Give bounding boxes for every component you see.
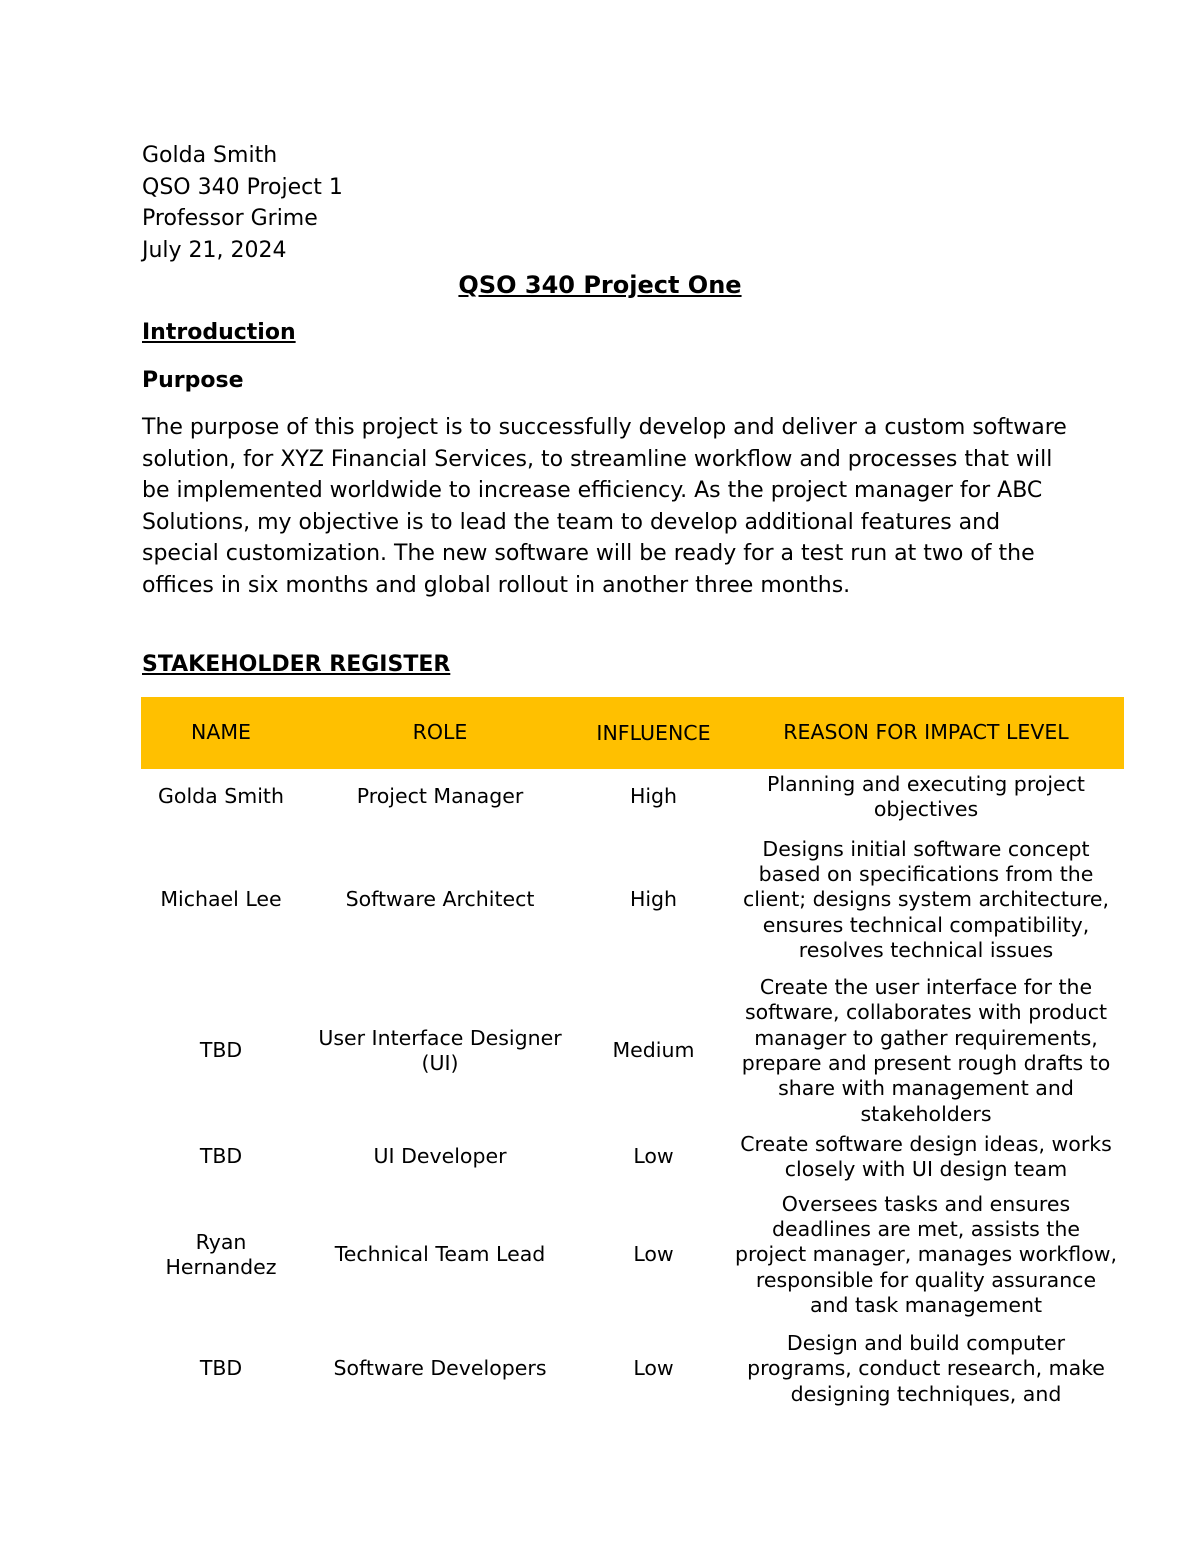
cell-name: TBD xyxy=(199,1144,243,1169)
course-name: QSO 340 Project 1 xyxy=(142,174,343,200)
document-header xyxy=(142,140,343,266)
cell-influence: High xyxy=(629,887,678,912)
table-row xyxy=(141,975,1124,1127)
column-header-role: ROLE xyxy=(301,697,579,769)
cell-role: Project Manager xyxy=(356,784,524,809)
cell-reason: Designs initial software concept based on specifications from the client; designs system architecture, ensures technical compatibility, resolves technical issues xyxy=(742,836,1110,962)
purpose-paragraph: The purpose of this project is to successfully develop and deliver a custom software solution, for XYZ Financial Services, to streamline workflow and processes that will be implemented worldwide to increase efficiency. As the project manager for ABC Solutions, my objective is to lead the team to develop additional features and special customization. The new software will be ready for a test run at two of the offices in six months and global rollout in another three months. xyxy=(142,415,1067,598)
table-row xyxy=(141,1323,1124,1415)
cell-influence: Low xyxy=(633,1242,674,1267)
table-row xyxy=(141,769,1124,825)
document-date: July 21, 2024 xyxy=(142,237,287,263)
cell-reason: Oversees tasks and ensures deadlines are met, assists the project manager, manages workflow, responsible for quality assurance and task management xyxy=(734,1191,1118,1317)
table-header-row xyxy=(141,697,1124,769)
column-header-influence: INFLUENCE xyxy=(579,697,728,769)
cell-reason: Create software design ideas, works closely with UI design team xyxy=(740,1131,1112,1181)
table-row xyxy=(141,1127,1124,1187)
cell-name: Ryan Hernandez xyxy=(165,1229,277,1279)
cell-reason: Create the user interface for the software, collaborates with product manager to gather requirements, prepare and present rough drafts to share with management and stakeholders xyxy=(741,975,1111,1126)
cell-influence: Medium xyxy=(612,1038,695,1063)
column-header-reason: REASON FOR IMPACT LEVEL xyxy=(728,697,1124,769)
cell-influence: High xyxy=(629,784,678,809)
introduction-heading: Introduction xyxy=(142,320,296,345)
cell-name: TBD xyxy=(199,1356,243,1381)
cell-role: Technical Team Lead xyxy=(334,1242,546,1267)
stakeholder-register-table xyxy=(141,697,1124,1415)
table-row xyxy=(141,1187,1124,1323)
cell-influence: Low xyxy=(633,1356,674,1381)
cell-influence: Low xyxy=(633,1144,674,1169)
cell-role: UI Developer xyxy=(373,1144,507,1169)
cell-name: Golda Smith xyxy=(158,784,284,809)
purpose-heading: Purpose xyxy=(142,368,244,393)
table-row xyxy=(141,825,1124,975)
cell-reason: Planning and executing project objectives xyxy=(767,771,1085,821)
document-title: QSO 340 Project One xyxy=(458,271,742,299)
cell-reason: Design and build computer programs, conduct research, make designing techniques, and xyxy=(747,1331,1105,1406)
cell-role: Software Architect xyxy=(345,887,535,912)
cell-role: Software Developers xyxy=(333,1356,547,1381)
author-name: Golda Smith xyxy=(142,143,278,168)
column-header-name: NAME xyxy=(141,697,301,769)
professor-name: Professor Grime xyxy=(142,206,318,231)
cell-name: TBD xyxy=(199,1038,243,1063)
stakeholder-register-heading: STAKEHOLDER REGISTER xyxy=(142,652,451,677)
cell-name: Michael Lee xyxy=(160,887,282,912)
cell-role: User Interface Designer (UI) xyxy=(318,1025,562,1075)
